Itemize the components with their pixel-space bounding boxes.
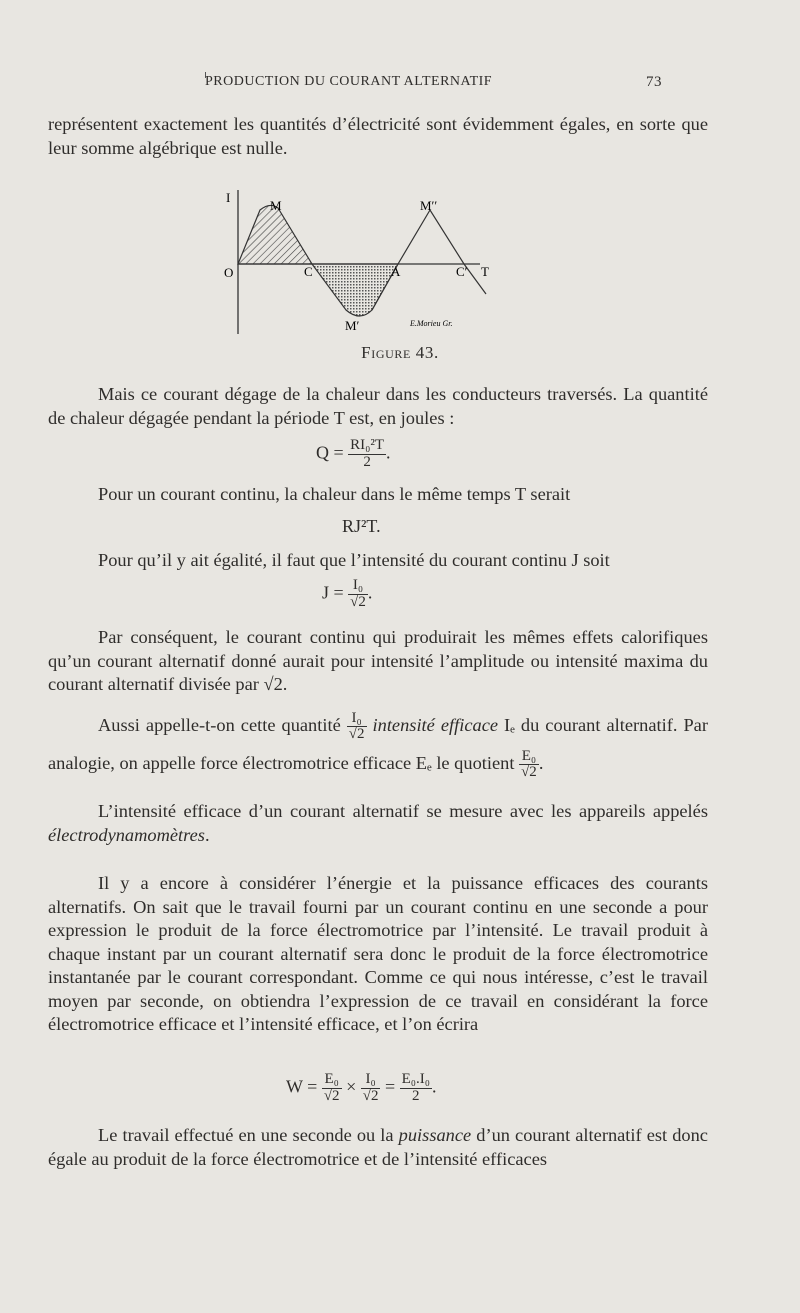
eq4-f2-num: I₀: [361, 1072, 381, 1089]
para9-text-b: d’un courant alternatif est donc égale au produit de la force électromotrice et de l’intensité efficaces: [48, 1125, 708, 1169]
caption-number: 43.: [415, 343, 439, 362]
label-c: C: [304, 264, 313, 279]
para7-italic: électrodynamomètres: [48, 824, 205, 845]
page-number: 73: [646, 74, 662, 90]
running-header: [0, 74, 800, 94]
eq4-lhs: W =: [286, 1076, 318, 1097]
eq4-f3-num: E₀.I₀: [401, 1071, 430, 1087]
label-o: O: [224, 265, 234, 280]
para9-text-a: Le travail effectué en une seconde ou la: [98, 1125, 394, 1145]
figure-caption: [0, 343, 800, 363]
para6-text-a: Aussi appelle-t-on cette quantité: [98, 715, 341, 735]
label-c2: C′: [456, 264, 468, 279]
eq3-end: .: [367, 582, 373, 603]
negative-half-wave: [312, 264, 398, 316]
label-i: I: [226, 190, 231, 205]
para7-end: .: [204, 824, 210, 845]
paragraph-continuation: représentent exactement les quantités d’électricité sont évidemment égales, en sorte que leur somme algébrique est nulle.: [48, 114, 708, 158]
para9-italic: puissance: [398, 1125, 472, 1145]
label-m1: M′: [345, 318, 360, 333]
eq1-fraction: [348, 438, 386, 471]
engraver-signature: E.Morieu Gr.: [410, 319, 453, 328]
positive-half-wave: [238, 205, 312, 264]
paragraph-energy: Il y a encore à considérer l’énergie et la puissance efficaces des courants alternatifs. On sait que le travail fourni par un courant continu en une seconde a pour expression le produit de la force électromotrice par l’intensité. Le travail produit à chaque instant par un courant alternatif sera donc le produit de la force électromotrice instantanée par le courant correspondant. Comme ce qui nous intéresse, c’est le travail moyen par seconde, on obtiendra l’expression de ce travail en considérant la force électromotrice efficace et l’intensité efficace, et l’on écrira: [48, 873, 708, 1034]
second-positive-wave: [372, 210, 486, 310]
paragraph-heat: Mais ce courant dégage de la chaleur dans les conducteurs traversés. La quantité de chaleur dégagée pendant la période T est, en joules :: [48, 384, 708, 428]
paragraph-measure: [48, 800, 708, 847]
caption-word: Figure: [361, 343, 411, 362]
eq3-lhs: J =: [322, 582, 344, 603]
para6-end: .: [538, 753, 544, 773]
eq4-f2-den: √2: [362, 1087, 379, 1104]
eq1-denominator: 2: [363, 453, 371, 470]
paragraph-power: [48, 1124, 708, 1171]
label-a: A: [391, 264, 401, 279]
para6-frac2-den: √2: [521, 764, 537, 781]
para6-text-b: Iₑ du courant alternatif. Par analogie, on appelle force électromotrice efficace Eₑ le quotient: [48, 715, 708, 773]
equation-j: [322, 578, 372, 611]
para6-fraction: [347, 711, 367, 744]
paragraph-continuous: Pour un courant continu, la chaleur dans le même temps T serait: [98, 484, 571, 504]
para7-text: L’intensité efficace d’un courant alternatif se mesure avec les appareils appelés: [98, 801, 708, 821]
eq4-f1-num: E₀: [322, 1072, 342, 1089]
paragraph-equality: Pour qu’il y ait égalité, il faut que l’intensité du courant continu J soit: [98, 550, 610, 570]
para6-frac-num: I₀: [347, 711, 367, 728]
label-m: M: [270, 198, 282, 213]
paragraph-efficace: [48, 706, 708, 782]
para6-italic: intensité efficace: [372, 715, 499, 735]
eq4-fraction-2: [361, 1072, 381, 1105]
label-m2: M′′: [420, 198, 438, 213]
eq4-end: .: [431, 1076, 437, 1097]
eq1-lhs: Q =: [316, 442, 344, 463]
equation-w: [286, 1072, 436, 1105]
figure-43-diagram: [200, 182, 510, 352]
paragraph-consequence: Par conséquent, le courant continu qui produirait les mêmes effets calorifiques qu’un courant alternatif donné aurait pour intensité l’amplitude ou intensité maxima du courant alternatif divisée par √2.: [48, 627, 708, 694]
eq3-denominator: √2: [350, 593, 366, 610]
eq1-numerator: RI₀²T: [350, 437, 385, 453]
eq4-equals: =: [384, 1076, 396, 1097]
para6-frac-den: √2: [348, 726, 365, 743]
eq3-fraction: [348, 578, 368, 611]
para6-fraction-2: [519, 749, 539, 782]
label-t: T: [481, 264, 489, 279]
eq4-fraction-1: [322, 1072, 342, 1105]
eq4-fraction-3: [400, 1072, 432, 1105]
eq3-numerator: I₀: [348, 578, 368, 595]
eq4-f3-den: 2: [412, 1087, 420, 1104]
eq4-times: ×: [346, 1076, 357, 1097]
equation-q: [316, 438, 391, 471]
equation-rj2t: RJ²T.: [342, 516, 381, 536]
eq4-f1-den: √2: [323, 1087, 340, 1104]
para6-frac2-num: E₀: [519, 749, 539, 766]
header-title: PRODUCTION DU COURANT ALTERNATIF: [205, 74, 493, 89]
eq1-end: .: [386, 442, 391, 463]
